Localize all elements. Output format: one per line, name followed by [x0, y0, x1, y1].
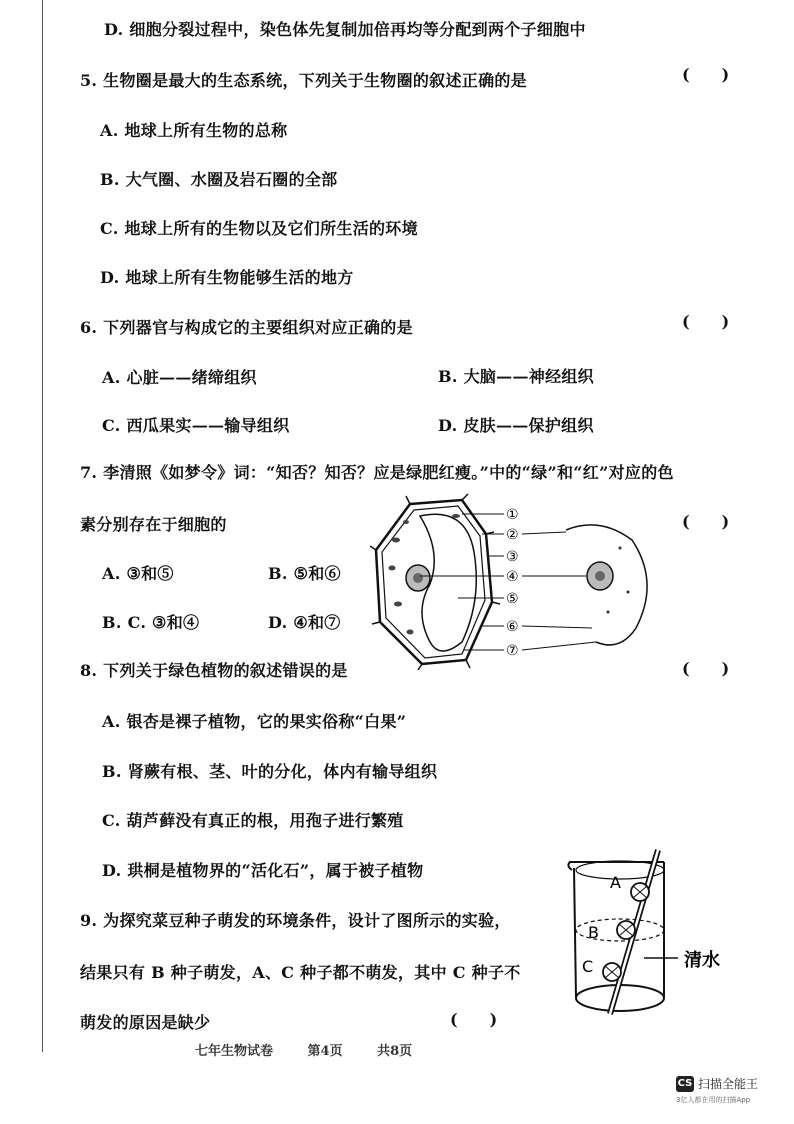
q9-stem-line3: 萌发的原因是缺少 — [80, 1013, 211, 1032]
q6-option-c: C. 西瓜果实——输导组织 — [102, 416, 290, 435]
q9-stem-line1: 9. 为探究菜豆种子萌发的环境条件，设计了图所示的实验， — [80, 911, 511, 930]
q7-option-d: D. ④和⑦ — [268, 613, 341, 632]
q6-answer-paren: ( ) — [682, 312, 730, 331]
cell-label-1: ① — [506, 507, 519, 523]
watermark-title: 扫描全能王 — [698, 1077, 759, 1091]
q5-option-d: D. 地球上所有生物能够生活的地方 — [100, 268, 354, 287]
q7-option-c: B. C. ③和④ — [102, 613, 200, 632]
page-margin-line — [42, 0, 43, 1052]
q8-stem: 8. 下列关于绿色植物的叙述错误的是 — [80, 661, 348, 680]
q5-option-a: A. 地球上所有生物的总称 — [100, 121, 288, 140]
cell-label-2: ② — [506, 527, 519, 543]
q5-stem: 5. 生物圈是最大的生态系统，下列关于生物圈的叙述正确的是 — [80, 71, 527, 90]
q7-stem-line1: 7. 李清照《如梦令》词：“知否？知否？应是绿肥红瘦。”中的“绿”和“红”对应的色 — [80, 463, 674, 482]
page-footer: 七年生物试卷 第4页 共8页 — [195, 1044, 413, 1059]
q5-option-c: C. 地球上所有的生物以及它们所生活的环境 — [100, 219, 418, 238]
camscanner-logo-icon: CS — [676, 1076, 694, 1092]
cell-label-7: ⑦ — [506, 643, 519, 659]
q9-answer-paren: ( ) — [450, 1010, 498, 1029]
cell-label-5: ⑤ — [506, 591, 519, 607]
cell-label-4: ④ — [506, 569, 519, 585]
q8-option-a: A. 银杏是裸子植物，它的果实俗称“白果” — [102, 712, 407, 731]
q7-option-a: A. ③和⑤ — [102, 564, 174, 583]
q6-option-d: D. 皮肤——保护组织 — [438, 416, 594, 435]
q7-option-b: B. ⑤和⑥ — [268, 564, 341, 583]
cell-label-3: ③ — [506, 549, 519, 565]
q6-option-a: A. 心脏——绪缔组织 — [102, 368, 257, 387]
q6-stem: 6. 下列器官与构成它的主要组织对应正确的是 — [80, 318, 413, 337]
watermark-subtitle: 3亿人都在用的扫描App — [676, 1096, 751, 1104]
q5-option-b: B. 大气圈、水圈及岩石圈的全部 — [100, 170, 338, 189]
q8-option-d: D. 珙桐是植物界的“活化石”，属于被子植物 — [102, 861, 424, 880]
q9-stem-line2: 结果只有 B 种子萌发，A、C 种子都不萌发，其中 C 种子不 — [80, 963, 521, 982]
seed-label-b: B — [588, 923, 599, 942]
seed-germination-beaker-diagram — [560, 848, 760, 1018]
q7-answer-paren: ( ) — [682, 512, 730, 531]
seed-label-a: A — [610, 873, 621, 892]
q8-answer-paren: ( ) — [682, 659, 730, 678]
q7-stem-line2: 素分别存在于细胞的 — [80, 515, 227, 534]
cell-label-6: ⑥ — [506, 619, 519, 635]
scanner-watermark — [676, 1073, 758, 1105]
q8-option-c: C. 葫芦藓没有真正的根，用孢子进行繁殖 — [102, 811, 404, 830]
plant-animal-cell-diagram — [370, 492, 670, 672]
q8-option-b: B. 肾蕨有根、茎、叶的分化，体内有输导组织 — [102, 762, 438, 781]
q5-answer-paren: ( ) — [682, 65, 730, 84]
q4-option-d: D. 细胞分裂过程中，染色体先复制加倍再均等分配到两个子细胞中 — [104, 20, 586, 39]
seed-label-c: C — [582, 957, 594, 976]
q6-option-b: B. 大脑——神经组织 — [438, 367, 594, 386]
water-label: 清水 — [684, 950, 720, 971]
